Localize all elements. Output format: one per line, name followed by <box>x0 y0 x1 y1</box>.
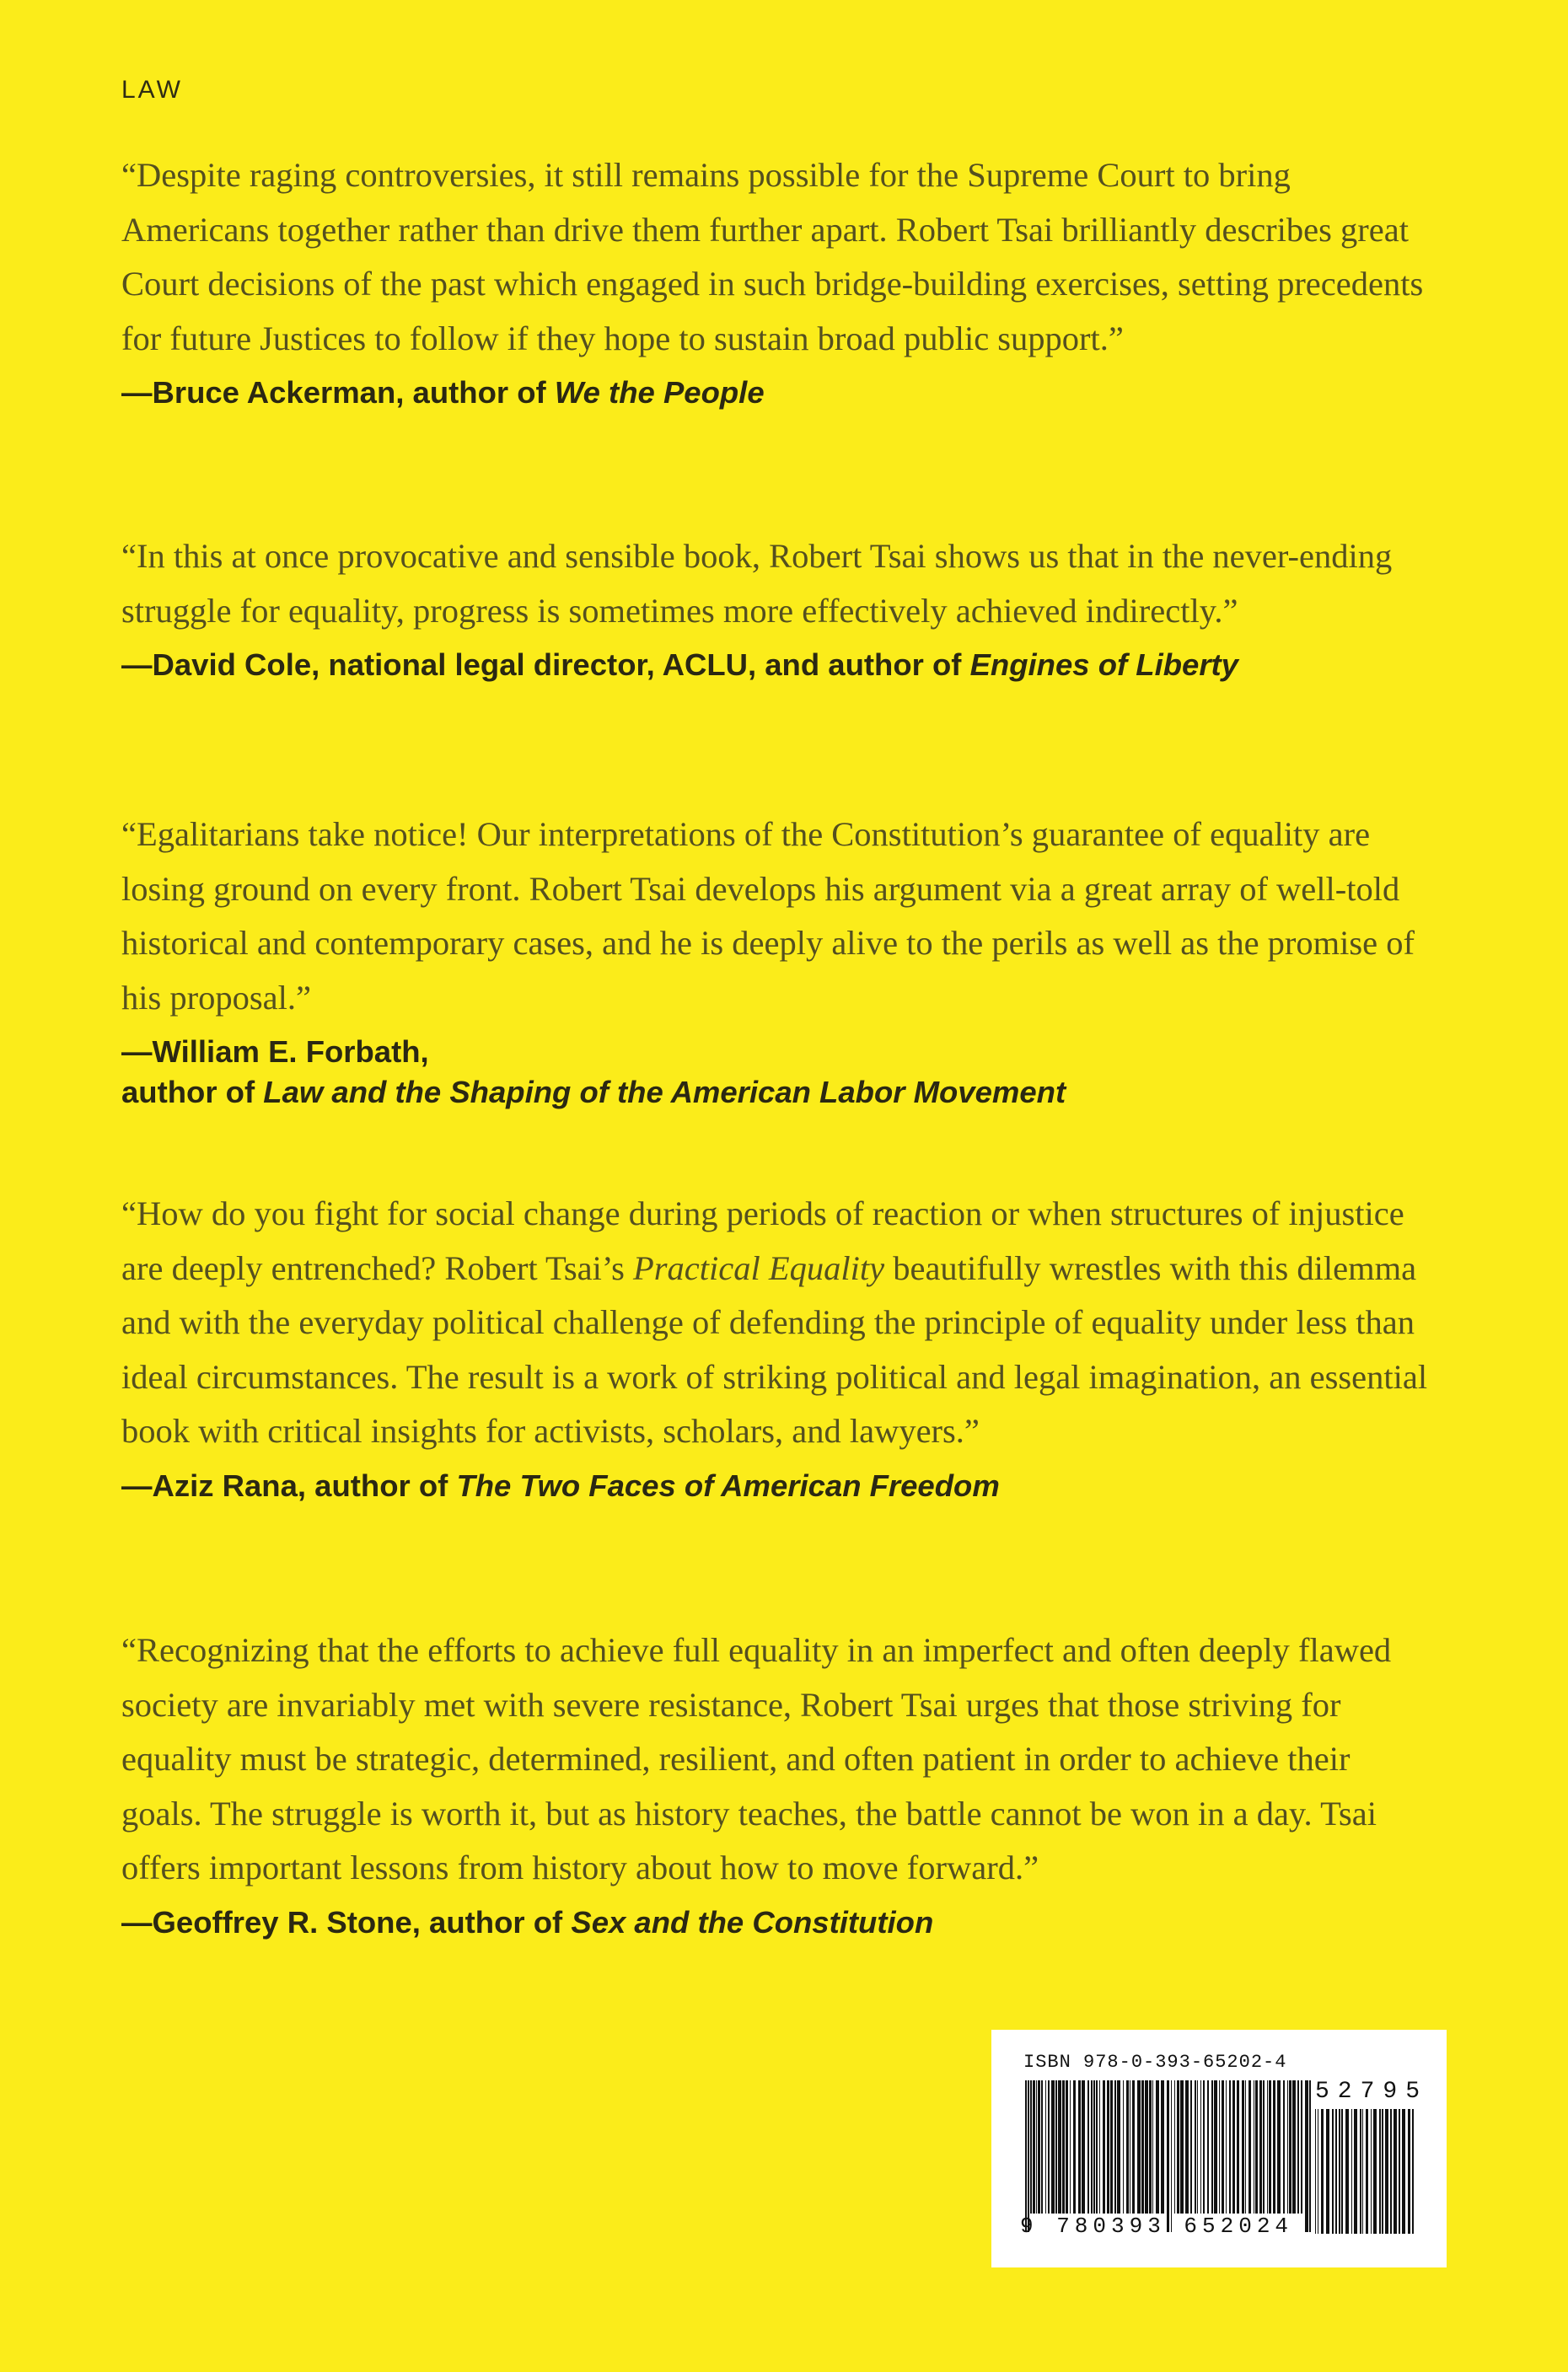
barcode-bar <box>1114 2080 1116 2214</box>
blurb-rana <box>121 1187 1436 1506</box>
blurb-quote: “In this at once provocative and sensible book, Robert Tsai shows us that in the never-ending struggle for equality, progress is sometimes more effectively achieved indirectly.” <box>121 537 1393 630</box>
barcode-bar <box>1237 2080 1239 2214</box>
barcode-bar <box>1093 2080 1095 2214</box>
barcode-bar <box>1373 2109 1377 2234</box>
barcode-bar <box>1273 2080 1275 2214</box>
barcode-bar <box>1036 2080 1037 2214</box>
barcode-bar <box>1360 2109 1361 2234</box>
barcode-bar <box>1366 2109 1368 2234</box>
barcode-bar <box>1091 2080 1093 2214</box>
barcode-bar <box>1297 2080 1299 2214</box>
barcode-bar <box>1362 2109 1363 2234</box>
barcode-bar <box>1051 2080 1055 2214</box>
barcode-bar <box>1402 2109 1405 2234</box>
attribution-title: Law and the Shaping of the American Labor Movement <box>263 1075 1066 1109</box>
barcode-bar <box>1030 2080 1032 2214</box>
barcode-bar <box>1058 2080 1061 2214</box>
isbn-text: ISBN 978-0-393-65202-4 <box>1023 2052 1287 2073</box>
barcode-bar <box>1326 2109 1329 2234</box>
blurb-quote: “Despite raging controversies, it still remains possible for the Supreme Court to bring Americans together rather than drive them further apart. Robert Tsai brilliantly describes great Court decisions of the past which engaged in such bridge-building exercises, setting precedents for future Justices to follow if they hope to sustain broad public support.” <box>121 156 1424 357</box>
barcode-bar <box>1025 2080 1027 2232</box>
barcode-bar <box>1242 2080 1244 2214</box>
blurb-attribution <box>121 1032 1436 1113</box>
barcode-bar <box>1399 2109 1400 2234</box>
barcode-bar <box>1382 2109 1383 2234</box>
barcode-bar <box>1087 2080 1089 2214</box>
barcode-bar <box>1149 2080 1152 2214</box>
barcode-bar <box>1152 2080 1153 2214</box>
barcode-bar <box>1180 2080 1184 2214</box>
attribution-title: The Two Faces of American Freedom <box>456 1468 1000 1503</box>
barcode-bar <box>1200 2080 1201 2214</box>
blurb-attribution <box>121 1466 1436 1506</box>
blurb-quote: “Egalitarians take notice! Our interpretations of the Constitution’s guarantee of equality are losing ground on every front. Robert Tsai develops his argument via a great array of well-told historical and contemporary cases, and he is deeply alive to the perils as well as the promise of his proposal.” <box>121 815 1415 1017</box>
barcode-bar <box>1062 2080 1065 2214</box>
barcode-bar <box>1110 2080 1113 2214</box>
barcode-bar <box>1345 2109 1349 2234</box>
blurb-attribution <box>121 645 1436 685</box>
barcode-bar <box>1214 2080 1217 2214</box>
attribution-name: —Bruce Ackerman, author of <box>121 375 555 410</box>
barcode-bar <box>1393 2109 1397 2234</box>
barcode-bar <box>1070 2080 1071 2214</box>
barcode-bar <box>1156 2080 1159 2214</box>
barcode-bar <box>1045 2080 1046 2214</box>
addon-barcode-bars <box>1315 2109 1416 2252</box>
barcode-bar <box>1096 2080 1098 2214</box>
barcode-bar <box>1255 2080 1258 2214</box>
barcode-bar <box>1332 2109 1334 2234</box>
barcode-bar <box>1379 2109 1381 2234</box>
barcode-bar <box>1248 2080 1251 2214</box>
barcode-bar <box>1145 2080 1148 2214</box>
attribution-name: —Geoffrey R. Stone, author of <box>121 1904 572 1940</box>
barcode-bar <box>1301 2080 1302 2214</box>
barcode-bar <box>1269 2080 1271 2214</box>
barcode-bar <box>1341 2109 1343 2234</box>
barcode-bar <box>1412 2109 1414 2234</box>
barcode-bar <box>1207 2080 1209 2214</box>
price-addon-code: 52795 <box>1315 2079 1429 2105</box>
attribution-name: —David Cole, national legal director, ACLU, and author of <box>121 647 970 682</box>
barcode-bar <box>1232 2080 1235 2214</box>
barcode-bar <box>1041 2080 1043 2214</box>
barcode-bar <box>1171 2080 1172 2232</box>
barcode-bar <box>1066 2080 1068 2214</box>
barcode-bar <box>1126 2080 1129 2214</box>
barcode-bar <box>1073 2080 1076 2214</box>
barcode-bar <box>1283 2080 1285 2214</box>
barcode-bar <box>1174 2080 1175 2214</box>
barcode-bar <box>1267 2080 1268 2214</box>
blurb-forbath <box>121 808 1436 1113</box>
blurb-ackerman <box>121 148 1436 413</box>
barcode-bar <box>1287 2080 1288 2214</box>
quote-before: “How do you fight for social change during periods of reaction or when structures of injustice are deeply entrenched? Robert Tsai’s <box>121 1194 1404 1287</box>
barcode-bar <box>1028 2080 1029 2232</box>
barcode-bar <box>1141 2080 1144 2214</box>
barcode-bar <box>1219 2080 1220 2214</box>
attribution-title: We the People <box>554 375 765 410</box>
barcode-bar <box>1167 2080 1169 2232</box>
blurb-cole <box>121 529 1436 685</box>
barcode-bar <box>1082 2080 1085 2214</box>
barcode-bar <box>1117 2080 1120 2214</box>
barcode-bar <box>1335 2109 1337 2234</box>
barcode-bar <box>1137 2080 1141 2214</box>
category-label: LAW <box>121 76 183 104</box>
blurb-stone <box>121 1623 1436 1943</box>
blurb-attribution <box>121 373 1436 413</box>
barcode-bar <box>1055 2080 1057 2214</box>
attribution-title: Sex and the Constitution <box>571 1904 934 1940</box>
barcode-bar <box>1222 2080 1224 2214</box>
barcode-bar <box>1390 2109 1392 2234</box>
barcode-bar <box>1203 2080 1205 2214</box>
barcode-bar <box>1408 2109 1410 2234</box>
attribution-name: —Aziz Rana, author of <box>121 1468 457 1503</box>
barcode-bar <box>1385 2109 1388 2234</box>
barcode-bar <box>1289 2080 1291 2214</box>
barcode-bar <box>1033 2080 1035 2214</box>
barcode-bar <box>1354 2109 1357 2234</box>
barcode-bar <box>1259 2080 1262 2214</box>
barcode-bar <box>1190 2080 1192 2214</box>
attribution-line2: author of <box>121 1075 264 1109</box>
blurb-quote: “Recognizing that the efforts to achieve full equality in an imperfect and often deeply flawed society are invariably met with severe resistance, Robert Tsai urges that those striving for equality must be strategic, determined, resilient, and often patient in order to achieve their goals. The struggle is worth it, but as history teaches, the battle cannot be won in a day. Tsai offers important lessons from history about how to move forward.” <box>121 1631 1392 1886</box>
ean-digits: 9 780393 652024 <box>1020 2214 1294 2239</box>
barcode-bar <box>1309 2080 1311 2232</box>
barcode-bar <box>1038 2080 1040 2214</box>
barcode-bar <box>1197 2080 1198 2214</box>
barcode-bar <box>1078 2080 1081 2214</box>
barcode-bar <box>1292 2080 1296 2214</box>
barcode-bar <box>1371 2109 1372 2234</box>
barcode-bar <box>1123 2080 1124 2214</box>
quote-after: beautifully wrestles with this dilemma and with the everyday political challenge of defending the principle of equality under less than ideal circumstances. The result is a work of striking political and legal imagination, an essential book with critical insights for activists, scholars, and lawyers.” <box>121 1248 1428 1450</box>
barcode-bar <box>1229 2080 1231 2214</box>
barcode-bar <box>1107 2080 1109 2214</box>
blurb-quote <box>121 1187 1436 1459</box>
attribution-title: Engines of Liberty <box>969 647 1238 682</box>
barcode-bar <box>1161 2080 1164 2214</box>
attribution-name: —William E. Forbath, <box>121 1034 429 1069</box>
ean-barcode-bars <box>1025 2080 1312 2232</box>
barcode-bar <box>1226 2080 1227 2214</box>
barcode-bar <box>1103 2080 1105 2214</box>
barcode-bar <box>1305 2080 1308 2232</box>
barcode-bar <box>1245 2080 1246 2214</box>
blurb-attribution <box>121 1902 1436 1943</box>
barcode-bar <box>1263 2080 1265 2214</box>
barcode-bar <box>1339 2109 1340 2234</box>
barcode-bar <box>1099 2080 1100 2214</box>
barcode-bar <box>1177 2080 1179 2214</box>
barcode-bar <box>1277 2080 1281 2214</box>
barcode-bar <box>1185 2080 1189 2214</box>
barcode-bar <box>1211 2080 1213 2214</box>
barcode-panel <box>991 2030 1447 2267</box>
barcode-bar <box>1351 2109 1352 2234</box>
barcode-bar <box>1132 2080 1135 2214</box>
quote-book-title: Practical Equality <box>633 1248 885 1287</box>
barcode-bar <box>1195 2080 1196 2214</box>
barcode-bar <box>1048 2080 1050 2214</box>
